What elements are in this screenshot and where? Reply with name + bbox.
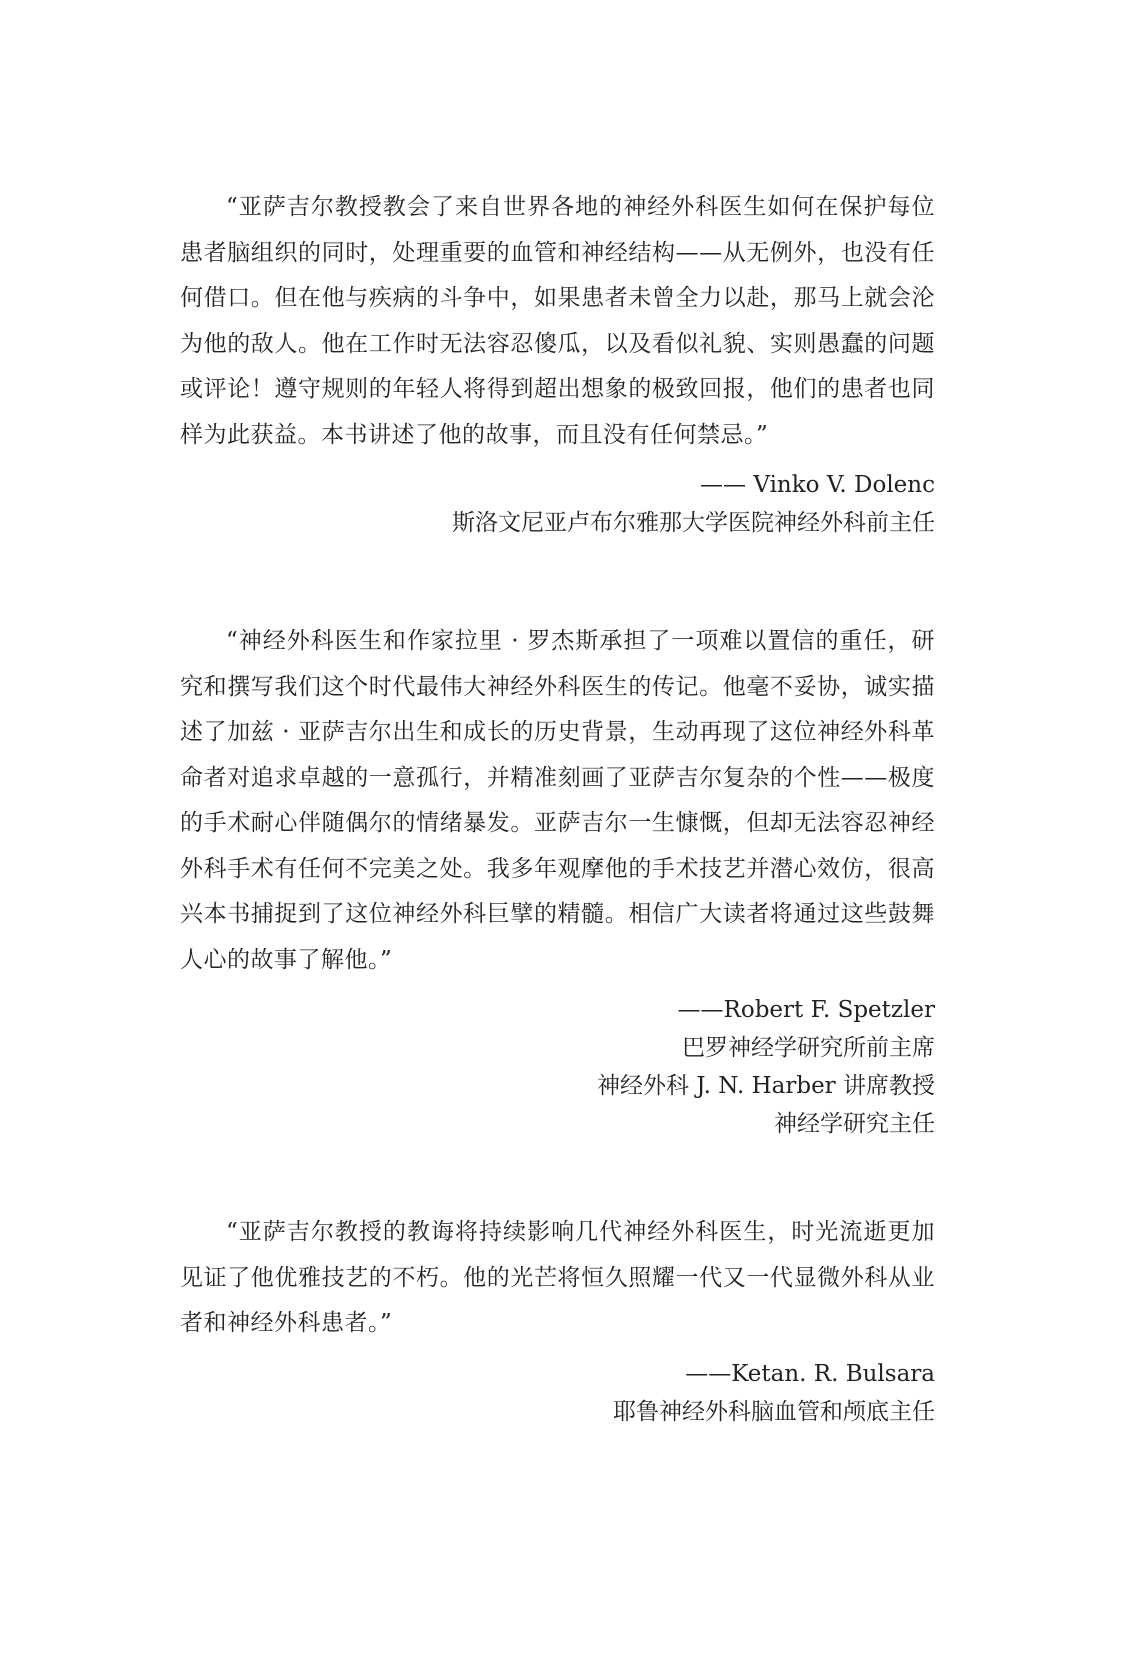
endorsement-attribution bbox=[180, 466, 935, 542]
endorsement-quote: “亚萨吉尔教授教会了来自世界各地的神经外科医生如何在保护每位患者脑组织的同时，处理重要的血管和神经结构——从无例外，也没有任何借口。但在他与疾病的斗争中，如果患者未曾全力以赴，那马上就会沦为他的敌人。他在工作时无法容忍傻瓜，以及看似礼貌、实则愚蠢的问题或评论！遵守规则的年轻人将得到超出想象的极致回报，他们的患者也同样为此获益。本书讲述了他的故事，而且没有任何禁忌。” bbox=[180, 194, 935, 448]
endorsement-author-title: 神经学研究主任 bbox=[774, 1111, 935, 1137]
endorsement-quote: “神经外科医生和作家拉里 · 罗杰斯承担了一项难以置信的重任，研究和撰写我们这个时代最伟大神经外科医生的传记。他毫不妥协，诚实描述了加兹 · 亚萨吉尔出生和成长的历史背景，生动再现了这位神经外科革命者对追求卓越的一意孤行，并精准刻画了亚萨吉尔复杂的个性——极度的手术耐心伴随偶尔的情绪暴发。亚萨吉尔一生慷慨，但却无法容忍神经外科手术有任何不完美之处。我多年观摩他的手术技艺并潜心效仿，很高兴本书捕捉到了这位神经外科巨擘的精髓。相信广大读者将通过这些鼓舞人心的故事了解他。” bbox=[180, 628, 935, 973]
endorsement-quote: “亚萨吉尔教授的教诲将持续影响几代神经外科医生，时光流逝更加见证了他优雅技艺的不朽。他的光芒将恒久照耀一代又一代显微外科从业者和神经外科患者。” bbox=[180, 1219, 935, 1336]
endorsement-2 bbox=[180, 619, 935, 1143]
endorsement-author-title: 巴罗神经学研究所前主席 bbox=[682, 1035, 935, 1061]
endorsement-attribution bbox=[180, 991, 935, 1143]
endorsement-author: ——Ketan. R. Bulsara bbox=[685, 1360, 935, 1387]
endorsement-1 bbox=[180, 185, 935, 542]
endorsement-3 bbox=[180, 1210, 935, 1431]
endorsements-page bbox=[180, 185, 935, 1431]
endorsement-author: —— Vinko V. Dolenc bbox=[700, 472, 935, 498]
endorsement-author-title: 耶鲁神经外科脑血管和颅底主任 bbox=[613, 1398, 935, 1425]
endorsement-attribution bbox=[180, 1355, 935, 1431]
endorsement-author-title: 神经外科 J. N. Harber 讲席教授 bbox=[596, 1073, 935, 1099]
endorsement-author-title: 斯洛文尼亚卢布尔雅那大学医院神经外科前主任 bbox=[452, 510, 935, 536]
endorsement-author: ——Robert F. Spetzler bbox=[677, 997, 935, 1023]
